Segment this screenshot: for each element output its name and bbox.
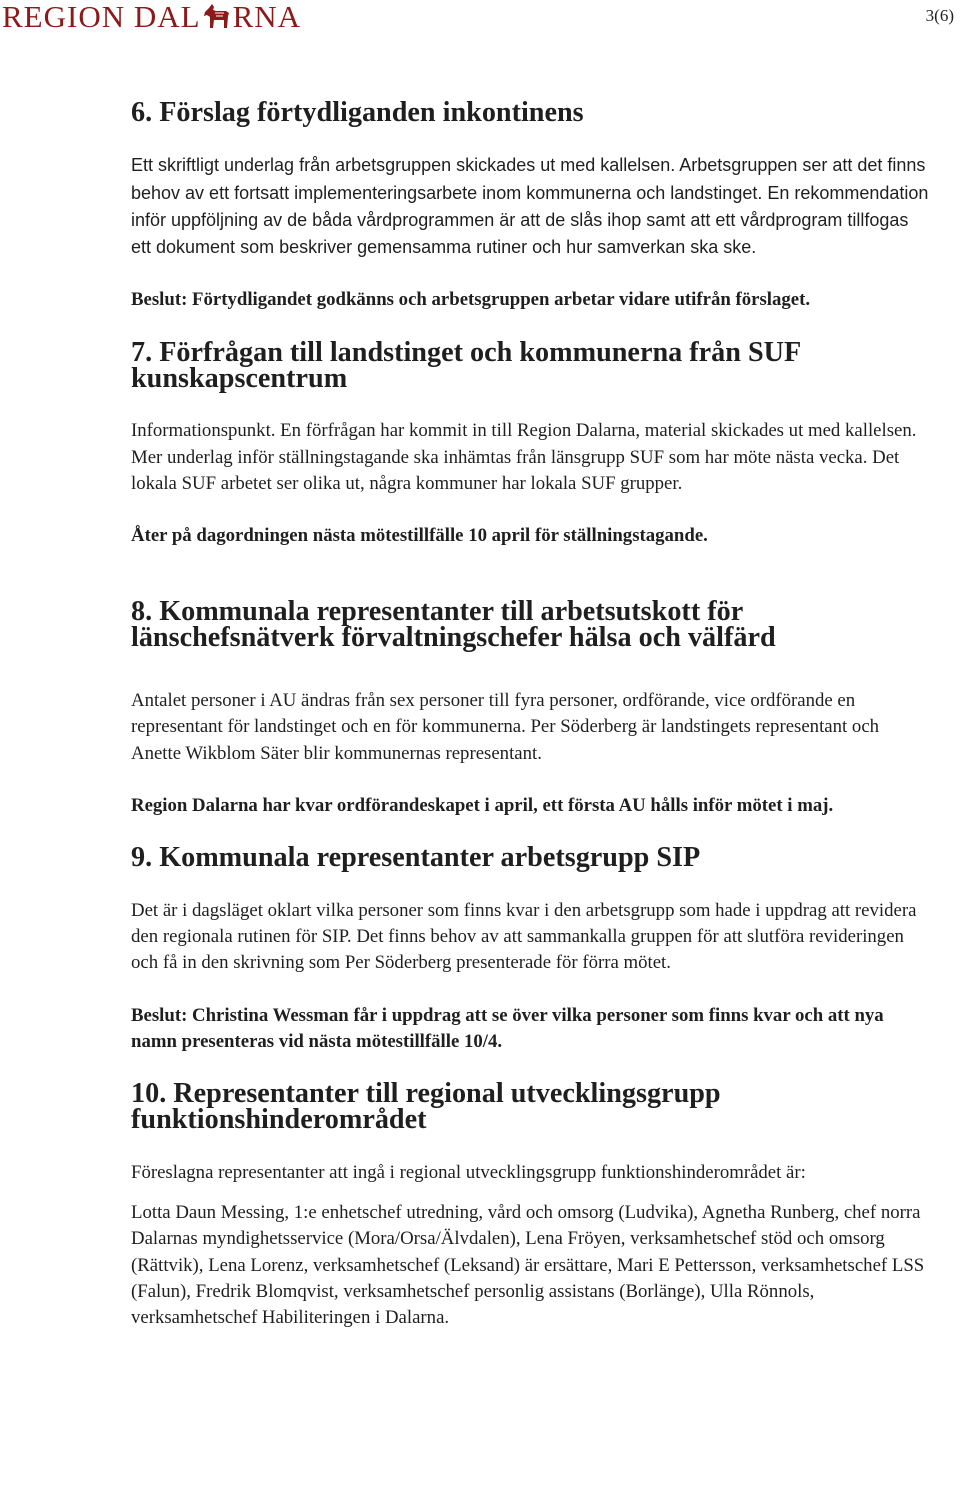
section-7-decision: Åter på dagordningen nästa mötestillfälle 10 april för ställningstagande. [131, 525, 708, 547]
section-8-decision: Region Dalarna har kvar ordförandeskapet i april, ett första AU hålls inför mötet i maj. [131, 795, 834, 817]
section-9-paragraph: Det är i dagsläget oklart vilka personer som finns kvar i den arbetsgrupp som hade i uppdrag att revidera den regionala rutinen för SIP. Det finns behov av att sammankalla gruppen för att slutföra revideringen och få in den skrivning som Per Söderberg presenterade för förra mötet. [131, 899, 917, 974]
region-dalarna-logo [2, 0, 301, 37]
section-10-paragraph-2: Lotta Daun Messing, 1:e enhetschef utredning, vård och omsorg (Ludvika), Agnetha Runberg, chef norra Dalarnas myndighetsservice (Mora/Orsa/Älvdalen), Lena Fröyen, verksamhetschef stöd och omsorg (Rättvik), Lena Lorenz, verksamhetschef (Leksand) är ersättare, Mari E Pettersson, verksamhetschef LSS (Falun), Fredrik Blomqvist, verksamhetschef personlig assistans (Borlänge), Ulla Rönnols, verksamhetschef Habiliteringen i Dalarna. [131, 1202, 925, 1329]
section-7-paragraph-1: Informationspunkt. En förfrågan har kommit in till Region Dalarna, material skickades ut med kallelsen. [131, 420, 917, 442]
logo-text-right: RNA [232, 0, 302, 34]
section-10-paragraph-1: Föreslagna representanter att ingå i regional utvecklingsgrupp funktionshinderområdet är: [131, 1161, 806, 1183]
section-6-paragraph-rest: En rekommendation inför uppföljning av de båda vårdprogrammen är att de slås ihop samt att ett vårdprogram tillfogas ett dokument som beskriver gemensamma rutiner och hur samverkan ska ske. [131, 182, 929, 258]
section-9-heading: 9. Kommunala representanter arbetsgrupp SIP [131, 842, 701, 874]
section-6-heading: 6. Förslag förtydliganden inkontinens [131, 97, 584, 128]
section-7-heading: 7. Förfrågan till landstinget och kommunerna från SUF kunskapscentrum [131, 336, 801, 395]
document-body [131, 97, 931, 1332]
section-6-paragraph [131, 152, 931, 261]
page-number: 3(6) [925, 6, 954, 25]
section-7-paragraph-2: Mer underlag inför ställningstagande ska inhämtas från länsgrupp SUF som har möte nästa vecka. Det lokala SUF arbetet ser olika ut, några kommuner har lokala SUF grupper. [131, 446, 900, 494]
logo-text-left: REGION DAL [2, 0, 201, 34]
section-10-heading: 10. Representanter till regional utvecklingsgrupp funktionshinderområdet [131, 1078, 721, 1136]
section-9-decision: Beslut: Christina Wessman får i uppdrag att se över vilka personer som finns kvar och att nya namn presenteras vid nästa mötestillfälle 10/4. [131, 1004, 884, 1052]
section-6-decision: Beslut: Förtydligandet godkänns och arbetsgruppen arbetar vidare utifrån förslaget. [131, 289, 811, 311]
dala-horse-icon [202, 2, 232, 37]
section-8-heading: 8. Kommunala representanter till arbetsutskott för länschefsnätverk förvaltningschefer hälsa och välfärd [131, 595, 776, 653]
section-8-paragraph: Antalet personer i AU ändras från sex personer till fyra personer, ordförande, vice ordförande en representant för landstinget och en för kommunerna. Per Söderberg är landstingets representant och Anette Wikblom Säter blir kommunernas representant. [131, 690, 880, 764]
section-6-paragraph-sans: Ett skriftligt underlag från arbetsgruppen skickades ut med kallelsen. Arbetsgruppen ser att det finns behov av ett fortsatt implementeringsarbete inom kommunerna och landstinget. [131, 155, 926, 203]
